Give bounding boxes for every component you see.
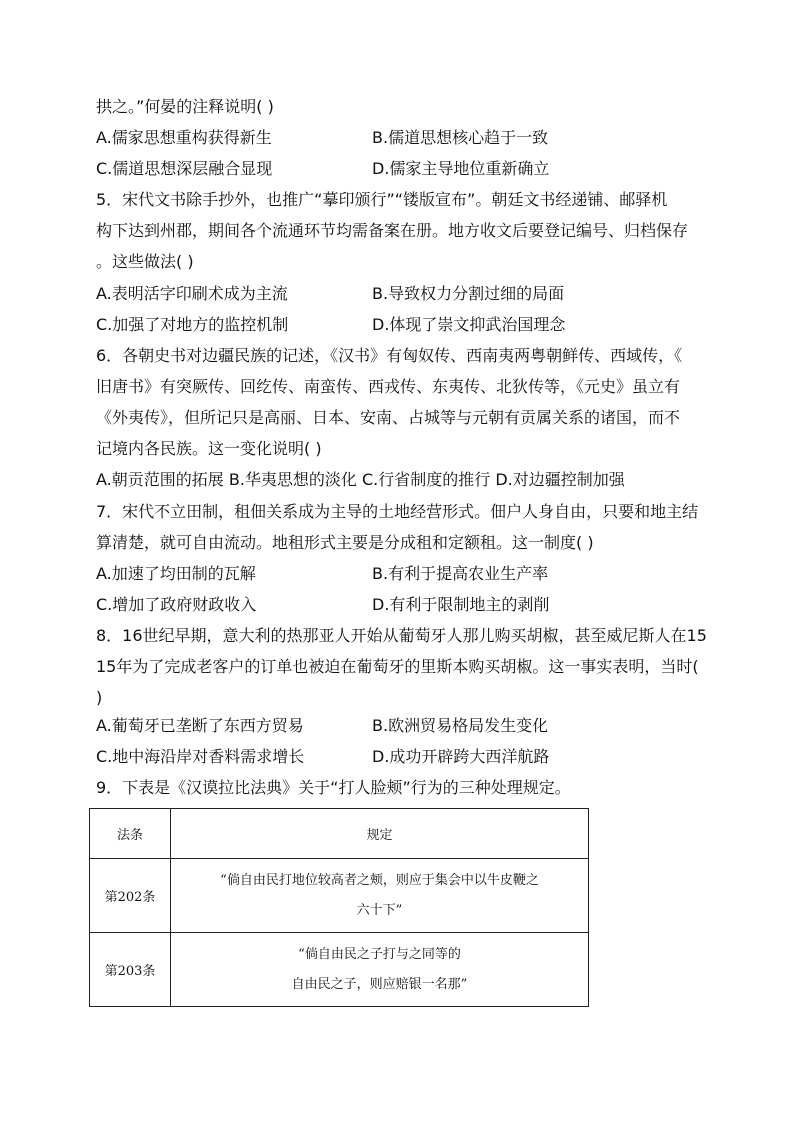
q7-option-b: B.有利于提高农业生产率 bbox=[372, 564, 549, 583]
article-202: 第202条 bbox=[90, 859, 171, 933]
q6-stem-line-3: 《外夷传》，但所记只是高丽、日本、安南、占城等与元朝有贡属关系的诸国，而不 bbox=[96, 408, 681, 427]
q8-option-a: A.葡萄牙已垄断了东西方贸易 bbox=[96, 716, 304, 735]
q8-option-d: D.成功开辟跨大西洋航路 bbox=[372, 747, 550, 766]
q7-option-c: C.增加了政府财政收入 bbox=[96, 595, 257, 614]
rule-203 bbox=[171, 933, 589, 1007]
q7-stem-line-1: 7．宋代不立田制，租佃关系成为主导的土地经营形式。佃户人身自由，只要和地主结 bbox=[96, 502, 699, 521]
q5-option-d: D.体现了崇文抑武治国理念 bbox=[372, 315, 566, 334]
q4-option-b: B.儒道思想核心趋于一致 bbox=[372, 128, 549, 147]
q5-option-c: C.加强了对地方的监控机制 bbox=[96, 315, 289, 334]
q4-option-a: A.儒家思想重构获得新生 bbox=[96, 128, 272, 147]
q6-stem-line-4: 记境内各民族。这一变化说明( ) bbox=[96, 439, 322, 458]
rule-202-line-2: 六十下” bbox=[356, 902, 403, 918]
rule-202-line-1: “倘自由民打地位较高者之颊，则应于集会中以牛皮鞭之 bbox=[220, 872, 539, 888]
q6-stem-line-2: 旧唐书》有突厥传、回纥传、南蛮传、西戎传、东夷传、北狄传等，《元史》虽立有 bbox=[96, 377, 681, 396]
q4-option-d: D.儒家主导地位重新确立 bbox=[372, 159, 550, 178]
table-header-row bbox=[90, 809, 589, 859]
table-row bbox=[90, 933, 589, 1007]
q4-stem-tail: 拱之。”何晏的注释说明( ) bbox=[96, 97, 274, 116]
q8-stem-line-3: ) bbox=[96, 688, 103, 707]
q6-options: A.朝贡范围的拓展 B.华夷思想的淡化 C.行省制度的推行 D.对边疆控制加强 bbox=[96, 470, 625, 489]
rule-203-line-1: “倘自由民之子打与之同等的 bbox=[298, 946, 461, 962]
q5-stem-line-1: 5．宋代文书除手抄外，也推广“摹印颁行”“镂版宣布”。朝廷文书经递铺、邮驿机 bbox=[96, 190, 668, 209]
header-rule: 规定 bbox=[171, 809, 589, 859]
q8-stem-line-1: 8．16世纪早期，意大利的热那亚人开始从葡萄牙人那儿购买胡椒，甚至威尼斯人在15 bbox=[96, 626, 707, 645]
q5-option-b: B.导致权力分割过细的局面 bbox=[372, 284, 565, 303]
hammurabi-law-table bbox=[89, 808, 589, 1007]
q8-option-b: B.欧洲贸易格局发生变化 bbox=[372, 716, 549, 735]
q9-stem: 9．下表是《汉谟拉比法典》关于“打人脸颊”行为的三种处理规定。 bbox=[96, 778, 571, 797]
q8-stem-line-2: 15年为了完成老客户的订单也被迫在葡萄牙的里斯本购买胡椒。这一事实表明，当时( bbox=[96, 657, 699, 676]
article-203: 第203条 bbox=[90, 933, 171, 1007]
q5-stem-line-3: 。这些做法( ) bbox=[96, 252, 194, 271]
q5-stem-line-2: 构下达到州郡，期间各个流通环节均需备案在册。地方收文后要登记编号、归档保存 bbox=[96, 221, 689, 240]
rule-202 bbox=[171, 859, 589, 933]
q8-option-c: C.地中海沿岸对香料需求增长 bbox=[96, 747, 305, 766]
q6-stem-line-1: 6．各朝史书对边疆民族的记述，《汉书》有匈奴传、西南夷两粤朝鲜传、西域传，《 bbox=[96, 346, 683, 365]
table-row bbox=[90, 859, 589, 933]
q5-option-a: A.表明活字印刷术成为主流 bbox=[96, 284, 288, 303]
q7-stem-line-2: 算清楚，就可自由流动。地租形式主要是分成租和定额租。这一制度( ) bbox=[96, 533, 594, 552]
q7-option-a: A.加速了均田制的瓦解 bbox=[96, 564, 256, 583]
q7-option-d: D.有利于限制地主的剥削 bbox=[372, 595, 550, 614]
rule-203-line-2: 自由民之子，则应赔银一名那” bbox=[291, 976, 468, 992]
q4-option-c: C.儒道思想深层融合显现 bbox=[96, 159, 273, 178]
header-article: 法条 bbox=[90, 809, 171, 859]
